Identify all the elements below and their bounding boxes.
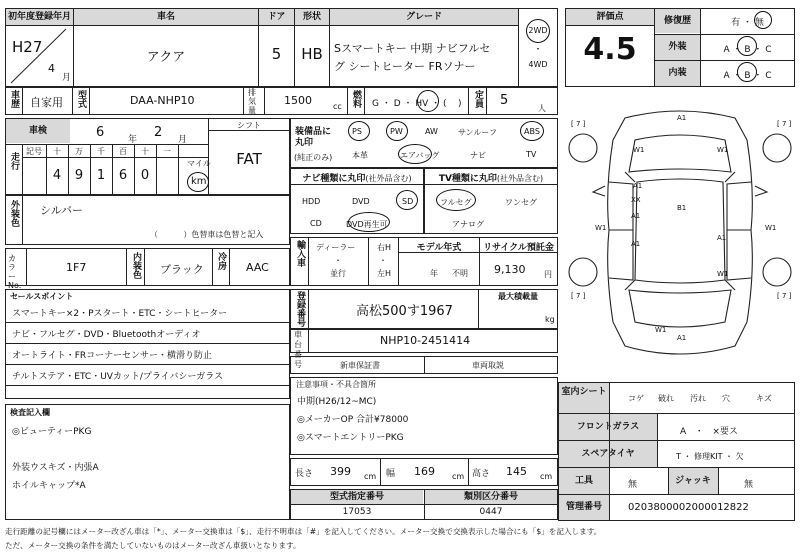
color-code: 1F7 [66, 261, 87, 274]
digit-cell: 4 [52, 168, 62, 183]
sales-point-rule [5, 364, 290, 365]
equipment-label: 装備品に丸印 [295, 127, 332, 148]
seat-opt: 汚れ [690, 394, 706, 403]
inspection-year: 6 [96, 125, 105, 140]
diagram-mark: W1 [655, 326, 667, 334]
shape-label: 形状 [295, 9, 329, 25]
month-unit: 月 [62, 73, 72, 83]
warranty: 新車保証書 [340, 361, 380, 370]
km-unit: km [191, 176, 207, 187]
height-unit: cm [540, 472, 553, 481]
exterior-opts: A ・ B ・ C [723, 45, 772, 55]
sales-point-rule [5, 322, 290, 323]
type-label: 型式 [76, 90, 86, 108]
displacement: 1500 [284, 94, 312, 107]
color-value: シルバー [40, 204, 83, 217]
class-no-label: 類別区分番号 [425, 490, 557, 504]
use-value: 自家用 [30, 96, 63, 109]
diagram-mark: W1 [765, 224, 777, 232]
diagram-corner-mark: [ 7 ] [571, 120, 586, 128]
use-label: 車歴 [9, 90, 19, 108]
color-note: （ ）色替車は色替と記入 [150, 230, 264, 239]
jack-value: 無 [744, 480, 754, 490]
interior-b-circle [737, 62, 757, 82]
height-label: 高さ [472, 469, 491, 479]
diagram-mark: A1 [677, 334, 687, 342]
width-label: 幅 [386, 469, 396, 479]
persons-unit: 人 [538, 104, 546, 113]
navi-sd: SD [402, 197, 414, 206]
kg-unit: kg [545, 315, 555, 324]
sales-point-rule [5, 343, 290, 344]
fuel-hv-circle [417, 90, 439, 112]
inspector-line4: ホイルキャップ*A [12, 481, 86, 491]
digit-cell: 1 [96, 168, 106, 183]
glass-opts: A ・ ×要ス [680, 427, 738, 437]
digit-header: 百 [119, 147, 127, 156]
digit-cell: 9 [74, 168, 84, 183]
first-reg-era: H27 [12, 38, 43, 56]
fuel-label: 燃料 [351, 90, 361, 108]
import-parallel: 並行 [330, 269, 346, 278]
navi-sd-circle [396, 190, 418, 210]
drive-dot: ・ [533, 45, 543, 55]
pw-circle [386, 121, 408, 141]
diagram-mark: W1 [633, 146, 645, 154]
digit-header: 一 [163, 147, 171, 156]
recycle-label: リサイクル預託金 [483, 243, 554, 253]
color-code-label: カラーNo. [8, 254, 22, 290]
model-year-label: モデル年式 [416, 243, 462, 253]
width-unit: cm [452, 472, 465, 481]
diagram-corner-mark: [ 7 ] [571, 292, 586, 300]
chassis-label: 車台番号 [294, 330, 302, 369]
first-reg-label: 初年度登録年月 [6, 9, 73, 25]
ac-label: 冷房 [216, 252, 226, 270]
footer-line1: 走行距離の記号欄にはメーター改ざん車は「*」、メーター交換車は「$」、走行不明車は「#」を記入してください。メーター交換で交換表示した場合にも「$」を記入します。 [5, 527, 602, 536]
equipment-item: TV [526, 150, 537, 159]
spare-opts: T ・ 修理KIT ・ 欠 [676, 452, 744, 461]
interior-opts: A ・ B ・ C [723, 71, 772, 81]
diagram-mark: W1 [595, 224, 607, 232]
inspection-month: 2 [154, 125, 163, 140]
note-line2: ◎メーカーOP 合計¥78000 [297, 415, 409, 425]
digit-cell: 0 [140, 168, 150, 183]
repair-none-circle [754, 11, 772, 29]
ps-circle [348, 121, 370, 141]
model-year-unknown: 不明 [452, 269, 468, 278]
shape-value: HB [301, 45, 323, 63]
interior-color: ブラック [160, 263, 204, 276]
seat-opt: キズ [756, 394, 772, 403]
capacity: 5 [500, 93, 509, 108]
digit-header: 記号 [26, 147, 42, 156]
equipment-item: ABS [524, 127, 540, 136]
max-load-label: 最大積載量 [498, 292, 538, 301]
interior-label: 内装 [655, 61, 700, 86]
note-line1: 中期(H26/12~MC) [297, 397, 377, 407]
exterior-b-circle [737, 36, 757, 56]
sales-point-line: ナビ・フルセグ・DVD・Bluetoothオーディオ [12, 330, 201, 340]
inspection-month-unit: 月 [178, 135, 188, 145]
mgmt-label: 管理番号 [559, 495, 609, 520]
equipment-item: AW [425, 127, 438, 136]
equipment-item: ナビ [470, 151, 486, 160]
length-value: 399 [330, 465, 351, 478]
mile-label: マイル [187, 159, 211, 168]
diagram-mark: A1 [677, 114, 687, 122]
inspector-label: 検査記入欄 [10, 408, 50, 417]
yen-unit: 円 [544, 270, 552, 279]
km-circle [187, 172, 209, 192]
digit-header: 万 [75, 147, 83, 156]
diagram-mark: B1 [677, 204, 687, 212]
inspection-label: 車検 [6, 119, 70, 143]
sales-points-label: セールスポイント [10, 292, 74, 301]
grade-line1: Sスマートキー 中期 ナビフルセ [334, 42, 491, 55]
navi-label: ナビ種類に丸印(社外品含む) [302, 174, 412, 184]
seat-label: 室内シート [559, 383, 609, 413]
manual: 車両取説 [472, 361, 504, 370]
diagram-corner-mark: [ 7 ] [777, 120, 792, 128]
height-value: 145 [506, 465, 527, 478]
glass-label: フロントガラス [559, 414, 657, 440]
digit-header: 千 [97, 147, 105, 156]
seat-opt: コゲ [628, 394, 644, 403]
equipment-item: サンルーフ [458, 128, 497, 137]
digit-divider [178, 144, 179, 195]
diagram-mark: XX [631, 196, 641, 204]
digit-header: 十 [141, 147, 149, 156]
navi-dvd-play: DVD再生可 [346, 220, 388, 229]
import-dot2: ・ [379, 256, 387, 265]
tv-fullseg: フルセグ [440, 198, 472, 207]
doors-label: ドア [259, 9, 294, 25]
digit-header: 十 [53, 147, 61, 156]
drive-2wd: 2WD [528, 26, 548, 35]
sales-point-line: スマートキー×2・Pスタート・ETC・シートヒーター [12, 309, 228, 319]
repair-opts: 有 ・ 無 [731, 18, 764, 28]
score-value: 4.5 [583, 32, 637, 67]
ac-value: AAC [246, 261, 269, 274]
note-line3: ◎スマートエントリーPKG [297, 433, 404, 443]
chassis-value: NHP10-2451414 [380, 334, 471, 347]
grade-line2: グ シートヒーター FRソナー [334, 60, 476, 73]
equipment-item: PW [390, 127, 403, 136]
jack-label: ジャッキ [668, 468, 718, 494]
diagram-mark: W1 [717, 270, 729, 278]
type-value: DAA-NHP10 [130, 94, 195, 107]
navi-dvd: DVD [352, 197, 370, 206]
sales-point-line: オートライト・FRコーナーセンサー・横滑り防止 [12, 351, 212, 361]
notes-label: 注意事項・不具合箇所 [296, 380, 376, 389]
shift-value: FAT [236, 150, 262, 168]
equipment-item: 本革 [352, 151, 368, 160]
tv-label: TV種類に丸印(社外品含む) [438, 174, 544, 184]
registration-value: 高松500す1967 [356, 304, 453, 319]
mileage-label: 走行 [9, 152, 19, 170]
shift-label: シフト [237, 121, 261, 130]
diagram-mark: A1 [717, 234, 727, 242]
equipment-item: エアバッグ [400, 151, 440, 160]
import-lh: 左H [377, 269, 392, 278]
diagram-mark: W1 [717, 146, 729, 154]
length-label: 長さ [295, 469, 314, 479]
model-year-unit: 年 [430, 269, 438, 278]
diagram-mark: A1 [631, 212, 641, 220]
tv-analog: アナログ [452, 220, 484, 229]
diagonal-slash [6, 25, 73, 87]
diagram-corner-mark: [ 7 ] [777, 292, 792, 300]
exterior-label: 外装 [655, 35, 700, 60]
model-no-label: 型式指定番号 [291, 490, 423, 504]
recycle-value: 9,130 [494, 263, 526, 276]
color-label: 外装色 [9, 200, 19, 227]
equipment-item: PS [352, 127, 362, 136]
inspector-line1: ◎ビューティーPKG [12, 427, 92, 437]
import-rh: 右H [377, 243, 392, 252]
car-damage-diagram [565, 100, 795, 365]
seat-opt: 穴 [722, 394, 730, 403]
navi-cd: CD [310, 219, 322, 228]
import-label: 輸入車 [295, 240, 305, 267]
footer-line2: ただ、メーター交換の条件を満たしていないものはメーター改ざん車扱いとなります。 [5, 541, 301, 550]
sales-point-rule [5, 385, 290, 386]
disp-label: 排気量 [248, 88, 256, 115]
inspection-year-unit: 年 [128, 135, 138, 145]
airbag-circle [398, 144, 432, 164]
import-dot1: ・ [334, 256, 342, 265]
digit-cell: 6 [118, 168, 128, 183]
tools-label: 工具 [559, 468, 609, 494]
tools-value: 無 [628, 480, 638, 490]
cc-unit: cc [333, 102, 342, 111]
grade-label: グレード [330, 9, 518, 25]
repair-label: 修復歴 [655, 9, 700, 33]
drive-2wd-circle [526, 19, 550, 43]
seat-opt: 破れ [658, 394, 674, 403]
fuel-opts: G ・ D ・ HV ・ ( ) [372, 99, 462, 109]
length-unit: cm [364, 472, 377, 481]
navi-hdd: HDD [302, 197, 321, 206]
tv-fullseg-circle [436, 189, 476, 211]
tv-oneseg: ワンセグ [505, 198, 537, 207]
abs-circle [520, 121, 544, 141]
sales-point-line: チルトステア・ETC・UVカット/プライバシーガラス [12, 372, 224, 382]
registration-label: 登録番号 [295, 291, 305, 327]
model-no: 17053 [342, 507, 372, 517]
spare-label: スペアタイヤ [559, 441, 657, 467]
width-value: 169 [414, 465, 435, 478]
interior-color-label: 内装色 [131, 252, 141, 279]
doors-value: 5 [271, 45, 282, 63]
class-no: 0447 [479, 507, 503, 517]
mgmt-value: 0203800002000012822 [628, 502, 749, 513]
score-label: 評価点 [566, 9, 654, 25]
diagram-mark: A1 [631, 240, 641, 248]
equipment-sub: (純正のみ) [294, 153, 333, 162]
cap-label: 定員 [473, 90, 483, 108]
model-name: アクア [146, 50, 186, 65]
model-label: 車名 [74, 9, 258, 25]
inspector-line3: 外装ウスキズ・内張A [12, 463, 99, 473]
first-reg-month: 4 [48, 62, 55, 75]
diagram-mark: A1 [633, 182, 643, 190]
drive-4wd: 4WD [528, 60, 548, 69]
import-dealer: ディーラー [316, 243, 356, 252]
navi-dvd-play-circle [348, 212, 390, 232]
